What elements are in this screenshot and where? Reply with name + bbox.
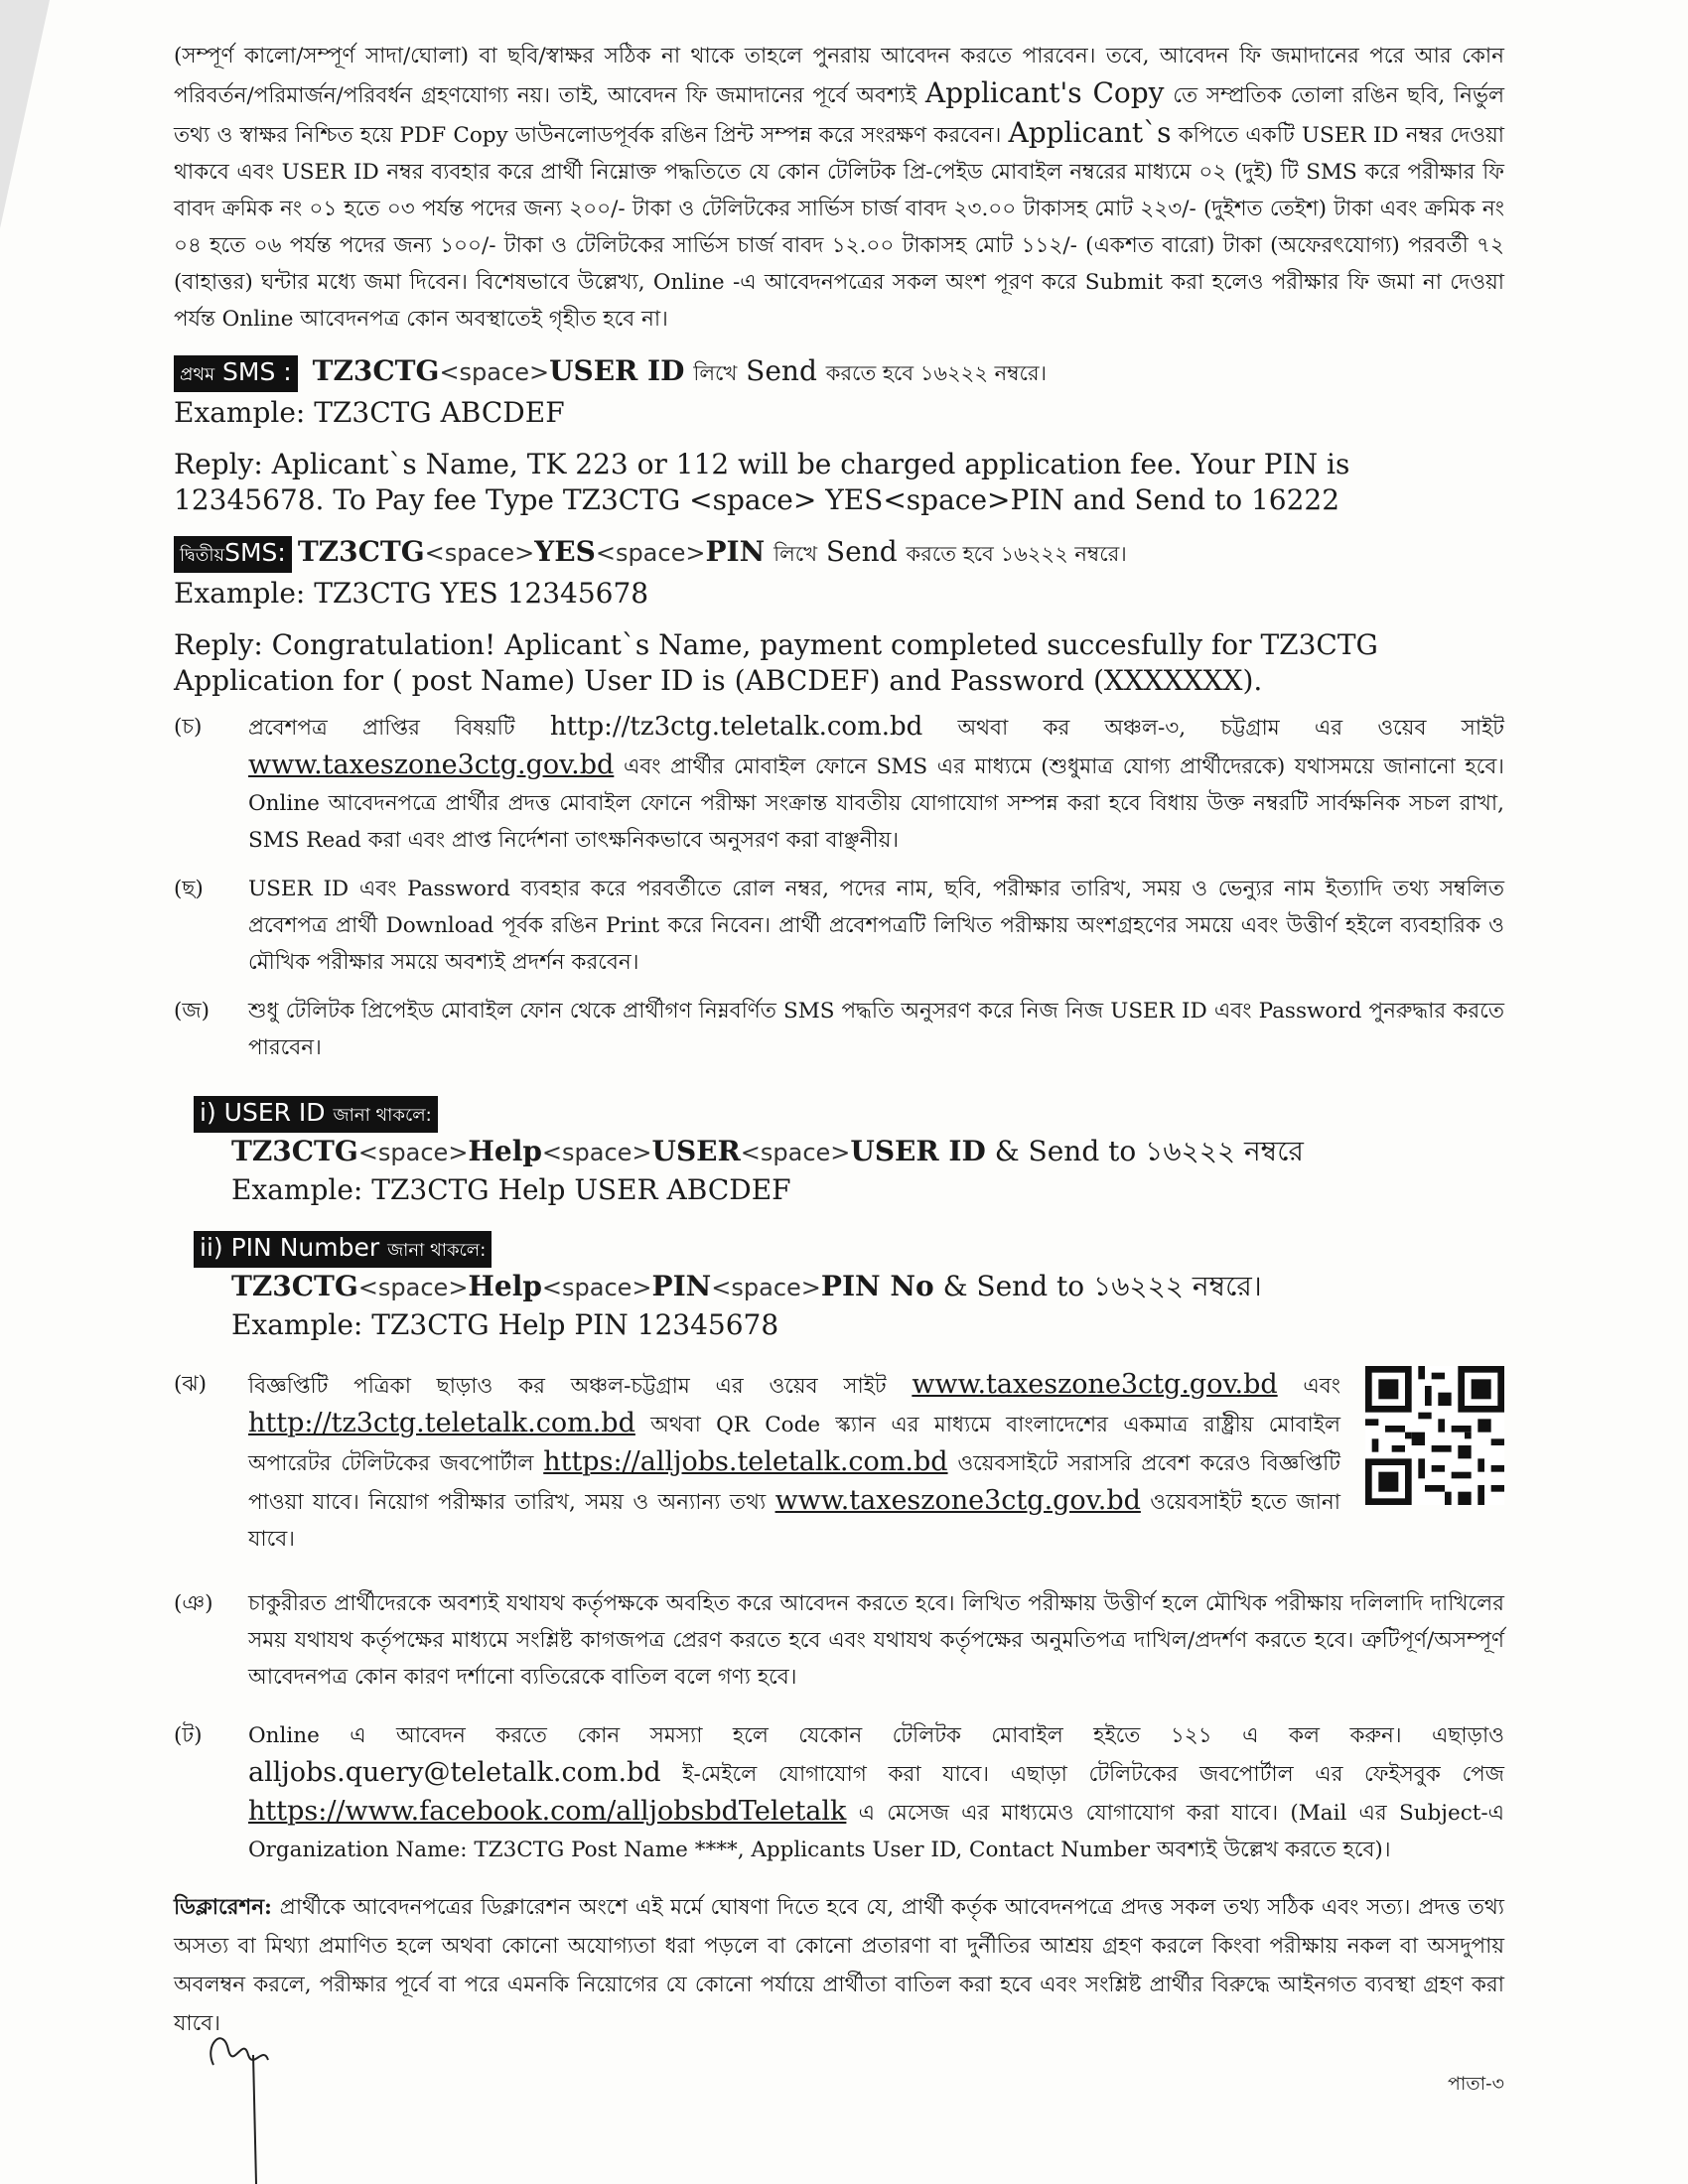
item-nya-text: চাকুরীরত প্রার্থীদেরকে অবশ্যই যথাযথ কর্তৃপক্ষকে অবহিত করে আবেদন করতে হবে। লিখিত পরীক্ষায় উত্তীর্ণ হলে মৌখিক পরীক্ষায় দলিলাদি দাখিলের সময় যথাযথ কর্তৃপক্ষের মাধ্যমে সংশ্লিষ্ট কাগজপত্র প্রেরণ করতে হবে এবং যথাযথ কর্তৃপক্ষের অনুমতিপত্র দাখিল/প্রদর্শণ করতে হবে। ত্রুটিপূর্ণ/অসম্পূর্ণ আবেদনপত্র কোন কারণ দর্শানো ব্যতিরেকে বাতিল বলে গণ্য হবে।	[248, 1591, 1504, 1690]
item-chha-marker: (ছ)	[174, 877, 204, 901]
declaration-label: ডিক্লারেশন:	[174, 1895, 272, 1920]
first-sms-command	[174, 351, 1504, 393]
taxeszone-link-3[interactable]: www.taxeszone3ctg.gov.bd	[774, 1485, 1141, 1516]
intro-text-3: কপিতে একটি USER ID নম্বর দেওয়া থাকবে এবং USER ID নম্বর ব্যবহার করে প্রার্থী নিম্নোক্ত পদ্ধতিতে যে কোন টেলিটক প্রি-পেইড মোবাইল নম্বরের মাধ্যমে ০২ (দুই) টি SMS করে পরীক্ষার ফি বাবদ ক্রমিক নং ০১ হতে ০৩ পর্যন্ত পদের জন্য ২০০/- টাকা ও টেলিটকের সার্ভিস চার্জ বাবদ ২৩.০০ টাকাসহ মোট ২২৩/- (দুইশত তেইশ) টাকা এবং ক্রমিক নং ০৪ হতে ০৬ পর্যন্ত পদের জন্য ১০০/- টাকা ও টেলিটকের সার্ভিস চার্জ বাবদ ১২.০০ টাকাসহ মোট ১১২/- (একশত বারো) টাকা (অফেরৎযোগ্য) পরবর্তী ৭২ (বাহাত্তর) ঘন্টার মধ্যে জমা দিবেন। বিশেষভাবে উল্লেখ্য, Online -এ আবেদনপত্রের সকল অংশ পূরণ করে Submit করা হলেও পরীক্ষার ফি জমা না দেওয়া পর্যন্ত Online আবেদনপত্র কোন অবস্থাতেই গৃহীত হবে না।	[174, 123, 1504, 332]
support-email-link[interactable]: alljobs.query@teletalk.com.bd	[248, 1757, 661, 1788]
teletalk-link[interactable]: http://tz3ctg.teletalk.com.bd	[549, 712, 923, 742]
item-chha	[174, 871, 1504, 981]
intro-paragraph	[174, 38, 1504, 338]
intro-text-2: তে সম্প্রতিক তোলা রঙিন ছবি, নির্ভুল তথ্য ও স্বাক্ষর নিশ্চিত হয়ে PDF Copy ডাউনলোডপূর্বক রঙিন প্রিন্ট সম্পন্ন করে সংরক্ষণ করবেন।	[174, 83, 1504, 148]
item-nya	[174, 1585, 1504, 1696]
scan-corner-fold	[0, 0, 50, 228]
sms2-keyword: TZ3CTG	[297, 535, 425, 568]
item-cha: (চ) প্রবেশপত্র প্রাপ্তির বিষয়টি http://tz3ctg.teletalk.com.bd অথবা কর অঞ্চল-৩, চট্টগ্রাম এর ওয়েব সাইট www.taxeszone3ctg.gov.bd এবং প্রার্থীর মোবাইল ফোনে SMS এর মাধ্যমে (শুধুমাত্র যোগ্য প্রার্থীদেরকে) যথাসময়ে জানানো হবে। Online আবেদনপত্রে প্রার্থীর প্রদত্ত মোবাইল ফোনে পরীক্ষা সংক্রান্ত যাবতীয় যোগাযোগ সম্পন্ন করা হবে বিধায় উক্ত নম্বরটি সার্বক্ষনিক সচল রাখা, SMS Read করা এবং প্রাপ্ত নির্দেশনা তাৎক্ষনিকভাবে অনুসরণ করা বাঞ্ছনীয়।	[174, 709, 1504, 859]
alljobs-link[interactable]: https://alljobs.teletalk.com.bd	[543, 1446, 948, 1477]
pin-recovery-command: TZ3CTG<space>Help<space>PIN<space>PIN No & Send to ১৬২২২ নম্বরে।	[231, 1270, 1262, 1302]
sms1-tail: করতে হবে ১৬২২২ নম্বরে।	[825, 361, 1048, 385]
teletalk-link-2[interactable]: http://tz3ctg.teletalk.com.bd	[248, 1408, 635, 1438]
item-ta-marker: (ট)	[174, 1723, 203, 1748]
intro-applicants: Applicant`s	[1008, 116, 1172, 149]
sms1-space: <space>	[439, 358, 550, 386]
pin-recovery	[194, 1231, 1504, 1344]
sms2-yes: YES	[534, 535, 596, 568]
page-number: পাতা-৩	[1448, 2073, 1504, 2095]
sms1-keyword: TZ3CTG	[312, 354, 440, 387]
taxeszone-link-2[interactable]: www.taxeszone3ctg.gov.bd	[912, 1369, 1278, 1400]
item-nya-marker: (ঞ)	[174, 1591, 213, 1616]
first-sms-example: Example: TZ3CTG ABCDEF	[174, 396, 565, 429]
item-jha-marker: (ঝ)	[174, 1372, 208, 1397]
first-sms-tag: প্রথম SMS :	[174, 355, 298, 392]
item-chha-text: USER ID এবং Password ব্যবহার করে পরবর্তীতে রোল নম্বর, পদের নাম, ছবি, পরীক্ষার তারিখ, সময় ও ভেন্যুর নাম ইত্যাদি তথ্য সম্বলিত প্রবেশপত্র প্রার্থী Download পূর্বক রঙিন Print করে নিবেন। প্রার্থী প্রবেশপত্রটি লিখিত পরীক্ষায় অংশগ্রহণের সময়ে এবং উত্তীর্ণ হইলে ব্যবহারিক ও মৌখিক পরীক্ষার সময়ে অবশ্যই প্রদর্শন করবেন।	[248, 877, 1504, 975]
intro-text-1: (সম্পূর্ণ কালো/সম্পূর্ণ সাদা/ঘোলা) বা ছবি/স্বাক্ষর সঠিক না থাকে তাহলে পুনরায় আবেদন করতে পারবেন। তবে, আবেদন ফি জমাদানের পরে আর কোন পরিবর্তন/পরিমার্জন/পরিবর্ধন গ্রহণযোগ্য নয়। তাই, আবেদন ফি জমাদানের পূর্বে অবশ্যই	[174, 44, 1504, 108]
sms1-send: Send	[746, 354, 817, 387]
pin-recovery-example: Example: TZ3CTG Help PIN 12345678	[231, 1308, 779, 1341]
item-ja-text: শুধু টেলিটক প্রিপেইড মোবাইল ফোন থেকে প্রার্থীগণ নিম্নবর্ণিত SMS পদ্ধতি অনুসরণ করে নিজ নিজ USER ID এবং Password পুনরুদ্ধার করতে পারবেন।	[248, 999, 1504, 1060]
userid-recovery-command: TZ3CTG<space>Help<space>USER<space>USER ID & Send to ১৬২২২ নম্বরে	[231, 1135, 1304, 1167]
first-sms-reply: Reply: Aplicant`s Name, TK 223 or 112 will be charged application fee. Your PIN is 12345678. To Pay fee Type TZ3CTG <space> YES<space>PIN and Send to 16222	[174, 448, 1350, 516]
document-page	[174, 38, 1504, 2065]
intro-applicant-copy: Applicant's Copy	[924, 76, 1165, 109]
item-ja-marker: (জ)	[174, 999, 211, 1024]
first-sms-block	[174, 351, 1504, 518]
userid-recovery-tag: i) USER ID জানা থাকলে:	[194, 1096, 438, 1133]
taxeszone-link[interactable]: www.taxeszone3ctg.gov.bd	[248, 750, 615, 780]
declaration	[174, 1888, 1504, 2043]
item-cha-marker: (চ)	[174, 715, 203, 740]
item-ja	[174, 993, 1504, 1066]
second-sms-block	[174, 532, 1504, 699]
declaration-text: প্রার্থীকে আবেদনপত্রের ডিক্লারেশন অংশে এই মর্মে ঘোষণা দিতে হবে যে, প্রার্থী কর্তৃক আবেদনপত্রে প্রদত্ত সকল তথ্য সঠিক এবং সত্য। প্রদত্ত তথ্য অসত্য বা মিথ্যা প্রমাণিত হলে অথবা কোনো অযোগ্যতা ধরা পড়লে বা কোনো প্রতারণা বা দুর্নীতির আশ্রয় গ্রহণ করলে কিংবা পরীক্ষায় নকল বা অসদুপায় অবলম্বন করলে, পরীক্ষার পূর্বে বা পরে এমনকি নিয়োগের যে কোনো পর্যায়ে প্রার্থীতা বাতিল করা হবে এবং সংশ্লিষ্ট প্রার্থীর বিরুদ্ধে আইনগত ব্যবস্থা গ্রহণ করা যাবে।	[174, 1895, 1504, 2036]
qr-code-icon[interactable]	[1365, 1366, 1504, 1505]
sms1-userid: USER ID	[549, 354, 685, 387]
sms2-pin: PIN	[705, 535, 766, 568]
second-sms-example: Example: TZ3CTG YES 12345678	[174, 577, 649, 610]
second-sms-tag: দ্বিতীয়SMS:	[174, 536, 292, 573]
item-ta: (ট) Online এ আবেদন করতে কোন সমস্যা হলে যেকোন টেলিটক মোবাইল হইতে ১২১ এ কল করুন। এছাড়াও alljobs.query@teletalk.com.bd ই-মেইলে যোগাযোগ করা যাবে। এছাড়া টেলিটকের জবপোর্টাল এর ফেইসবুক পেজ https://www.facebook.com/alljobsbdTeletalk এ মেসেজ এর মাধ্যমেও যোগাযোগ করা যাবে। (Mail এর Subject-এ Organization Name: TZ3CTG Post Name ****, Applicants User ID, Contact Number অবশ্যই উল্লেখ করতে হবে)।	[174, 1717, 1504, 1868]
pin-recovery-tag: ii) PIN Number জানা থাকলে:	[194, 1231, 492, 1268]
facebook-link[interactable]: https://www.facebook.com/alljobsbdTeletalk	[248, 1796, 847, 1827]
userid-recovery	[194, 1096, 1504, 1209]
second-sms-reply: Reply: Congratulation! Aplicant`s Name, payment completed succesfully for TZ3CTG Application for ( post Name) User ID is (ABCDEF) and Password (XXXXXXX).	[174, 628, 1378, 697]
item-jha: (ঝ) বিজ্ঞপ্তিটি পত্রিকা ছাড়াও কর অঞ্চল-চট্টগ্রাম এর ওয়েব সাইট www.taxeszone3ctg.gov.bd এবং http://tz3ctg.teletalk.com.bd অথবা QR Code স্ক্যান এর মাধ্যমে বাংলাদেশের একমাত্র রাষ্ট্রীয় মোবাইল অপারেটর টেলিটকের জবপোর্টাল https://alljobs.teletalk.com.bd ওয়েবসাইটে সরাসরি প্রবেশ করেও বিজ্ঞপ্তিটি পাওয়া যাবে। নিয়োগ পরীক্ষার তারিখ, সময় ও অন্যান্য তথ্য www.taxeszone3ctg.gov.bd ওয়েবসাইট হতে জানা যাবে।	[174, 1366, 1504, 1558]
userid-recovery-example: Example: TZ3CTG Help USER ABCDEF	[231, 1173, 791, 1206]
signature-mark	[199, 2025, 288, 2184]
second-sms-command: দ্বিতীয়SMS: TZ3CTG<space>YES<space>PIN লিখে Send করতে হবে ১৬২২২ নম্বরে।	[174, 532, 1504, 574]
sms1-write: লিখে	[693, 361, 738, 385]
